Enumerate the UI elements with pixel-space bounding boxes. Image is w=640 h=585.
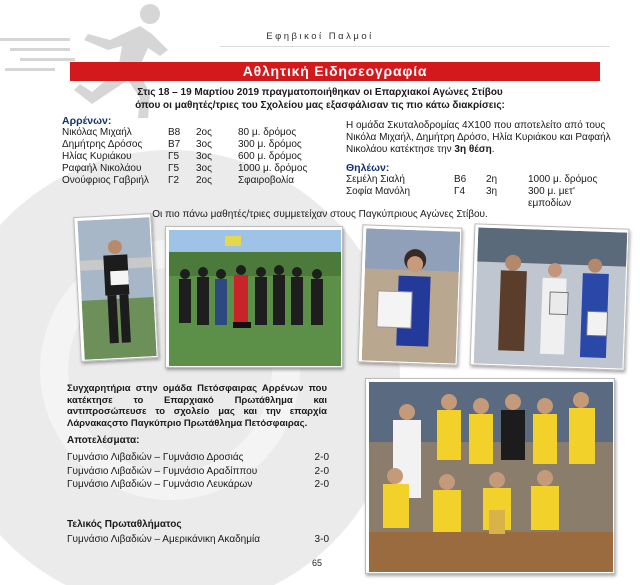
athlete-place: 3ος (196, 151, 212, 162)
volleyball-district: Λάρνακας (67, 417, 112, 429)
athlete-place: 2ος (196, 175, 212, 186)
result-row (62, 151, 332, 163)
athlete-name: Νικόλας Μιχαήλ (62, 127, 132, 138)
match-teams: Γυμνάσιο Λιβαδιών – Γυμνάσιο Αραδίππου (67, 465, 258, 477)
athlete-class: Β8 (168, 127, 181, 138)
intro-text (0, 86, 640, 112)
athlete-place: 3ος (196, 163, 212, 174)
final-match-row (67, 534, 329, 545)
photo-athletics-team (165, 226, 343, 368)
header-divider (220, 46, 610, 47)
match-row (67, 451, 329, 465)
relay-paragraph (346, 120, 616, 156)
athlete-event: 1000 μ. δρόμος (238, 163, 308, 174)
final-score: 3-0 (314, 534, 329, 545)
pancyprian-note: Οι πιο πάνω μαθητές/τριες συμμετείχαν στους Παγκύπριους Αγώνες Στίβου. (152, 209, 488, 220)
result-row (62, 175, 332, 187)
result-row (62, 139, 332, 151)
match-score: 2-0 (314, 479, 329, 490)
athlete-class: Γ5 (168, 163, 180, 174)
relay-and-girls (346, 120, 616, 210)
result-row (346, 174, 616, 186)
match-teams: Γυμνάσιο Λιβαδιών – Γυμνάσιο Δροσιάς (67, 452, 244, 463)
final-teams: Γυμνάσιο Λιβαδιών – Αμερικάνικη Ακαδημία (67, 534, 260, 545)
athlete-event: 300 μ. μετ' εμποδίων (528, 186, 575, 209)
final-heading: Τελικός Πρωταθλήματος (67, 519, 182, 530)
match-row (67, 465, 329, 479)
athlete-class: Γ2 (168, 175, 180, 186)
photo-girl-certificate (358, 224, 463, 365)
athlete-event: 600 μ. δρόμος (238, 151, 302, 162)
section-banner: Αθλητική Ειδησεογραφία (70, 62, 600, 81)
athlete-event: 1000 μ. δρόμος (528, 174, 598, 185)
athlete-name: Ηλίας Κυριάκου (62, 151, 132, 162)
athlete-place: 2η (486, 174, 498, 185)
volleyball-results (67, 451, 329, 492)
athlete-class: Γ5 (168, 151, 180, 162)
athlete-name: Σεμέλη Σιαλή (346, 174, 405, 185)
athlete-place: 3η (486, 186, 498, 197)
athlete-event: 80 μ. δρόμος (238, 127, 297, 138)
volleyball-text-3: στο Παγκύπριο Πρωτάθλημα Πετόσφαιρας. (111, 417, 308, 429)
athlete-place: 3ος (196, 139, 212, 150)
page-number: 65 (312, 558, 323, 568)
relay-text: Η ομάδα Σκυταλοδρομίας 4Χ100 που αποτελείτο από τους Νικόλα Μιχαήλ, Δημήτρη Δρόσο, Ηλία Κυριάκου και Ραφαήλ Νικολάου κατέκτησε την (346, 120, 611, 155)
photo-student-certificate (73, 213, 158, 362)
photo-volleyball-team (365, 378, 615, 574)
boys-results (62, 115, 332, 187)
match-teams: Γυμνάσιο Λιβαδιών – Γυμνάσιο Λευκάρων (67, 479, 253, 490)
intro-line-2: όπου οι μαθητές/τριες του Σχολείου μας εξασφάλισαν τις πιο κάτω διακρίσεις: (135, 100, 505, 111)
magazine-title: Εφηβικοί Παλμοί (266, 31, 374, 42)
relay-end: . (491, 144, 495, 155)
result-row (62, 163, 332, 175)
athlete-name: Ονούφριος Γαβριήλ (62, 175, 149, 186)
athlete-class: Γ4 (454, 186, 466, 197)
athlete-class: Β6 (454, 174, 467, 185)
match-row (67, 478, 329, 492)
volleyball-congrats (67, 383, 327, 429)
result-row (62, 127, 332, 139)
boys-heading: Αρρένων: (62, 115, 112, 127)
volleyball-text-1: Συγχαρητήρια στην ομάδα Πετόσφαιρας Αρρένων που κατέκτησε το Επαρχιακό Πρωτάθλημα και αντιπροσώπευσε το σχολείο μας και την επαρχία (67, 383, 327, 417)
photo-medal-winners (470, 223, 630, 370)
athlete-name: Ραφαήλ Νικολάου (62, 163, 142, 174)
athlete-event: Σφαιροβολία (238, 175, 295, 186)
intro-line-1: Στις 18 – 19 Μαρτίου 2019 πραγματοποιήθηκαν οι Επαρχιακοί Αγώνες Στίβου (137, 87, 503, 98)
athlete-event: 300 μ. δρόμος (238, 139, 302, 150)
result-row (346, 186, 616, 210)
results-heading: Αποτελέσματα: (67, 435, 140, 446)
athlete-place: 2ος (196, 127, 212, 138)
relay-place: 3η θέση (454, 144, 492, 155)
girls-heading: Θηλέων: (346, 162, 390, 174)
athlete-name: Δημήτρης Δρόσος (62, 139, 143, 150)
match-score: 2-0 (314, 452, 329, 463)
athlete-name: Σοφία Μανόλη (346, 186, 411, 197)
match-score: 2-0 (314, 465, 329, 477)
athlete-class: Β7 (168, 139, 181, 150)
